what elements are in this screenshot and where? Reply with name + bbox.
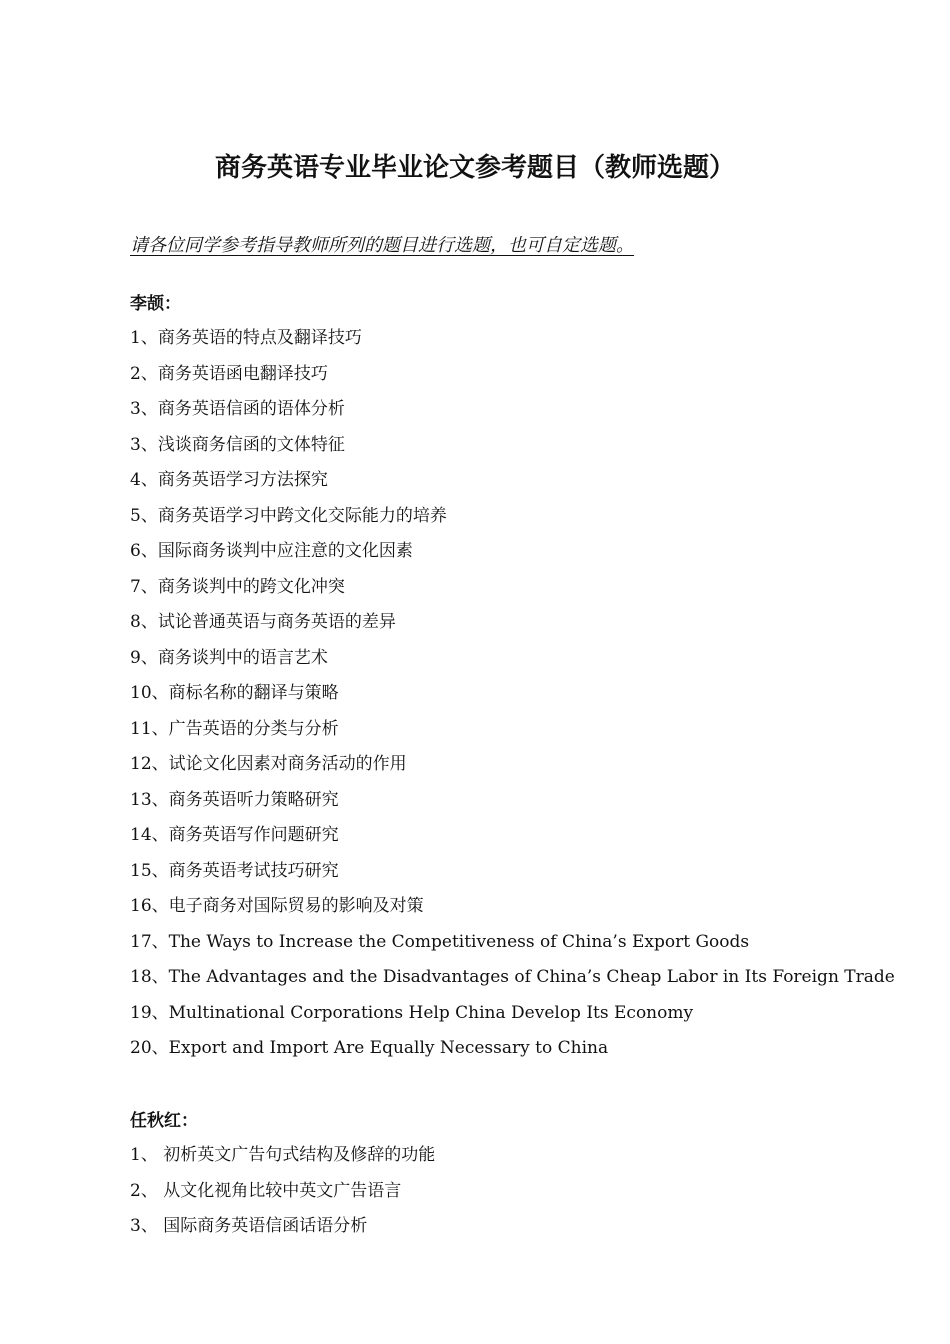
topic-item: 1、商务英语的特点及翻译技巧 xyxy=(130,328,362,348)
topic-item: 2、 从文化视角比较中英文广告语言 xyxy=(130,1180,402,1201)
document-intro: 请各位同学参考指导教师所列的题目进行选题，也可自定选题。 xyxy=(130,235,634,256)
topic-item: 15、商务英语考试技巧研究 xyxy=(130,860,339,881)
topic-item: 4、商务英语学习方法探究 xyxy=(130,470,328,490)
section-teacher-1 xyxy=(130,287,895,1067)
teacher-name: 任秋红： xyxy=(130,1111,198,1131)
topic-item: 20、Export and Import Are Equally Necessary to China xyxy=(130,1038,609,1058)
topic-item: 11、广告英语的分类与分析 xyxy=(130,718,339,739)
topic-item: 8、试论普通英语与商务英语的差异 xyxy=(130,612,396,632)
topic-item: 2、商务英语函电翻译技巧 xyxy=(130,363,328,384)
topic-item: 12、试论文化因素对商务活动的作用 xyxy=(130,754,407,774)
topic-item: 13、商务英语听力策略研究 xyxy=(130,789,339,810)
topic-item: 1、 初析英文广告句式结构及修辞的功能 xyxy=(130,1145,436,1165)
topic-item: 3、浅谈商务信函的文体特征 xyxy=(130,434,345,455)
topic-item: 18、The Advantages and the Disadvantages of China’s Cheap Labor in Its Foreign Trade xyxy=(130,967,895,987)
topic-item: 19、Multinational Corporations Help China Develop Its Economy xyxy=(130,1002,694,1023)
topic-list xyxy=(130,1138,830,1245)
topic-item: 16、电子商务对国际贸易的影响及对策 xyxy=(130,896,424,916)
topic-item: 5、商务英语学习中跨文化交际能力的培养 xyxy=(130,505,447,526)
topic-item: 17、The Ways to Increase the Competitiveness of China’s Export Goods xyxy=(130,931,750,952)
topic-list xyxy=(130,321,895,1067)
document-title: 商务英语专业毕业论文参考题目（教师选题） xyxy=(214,153,735,183)
topic-item: 3、商务英语信函的语体分析 xyxy=(130,399,345,419)
topic-item: 9、商务谈判中的语言艺术 xyxy=(130,647,328,668)
topic-item: 6、国际商务谈判中应注意的文化因素 xyxy=(130,541,413,561)
teacher-name: 李颉： xyxy=(130,294,181,314)
topic-item: 3、 国际商务英语信函话语分析 xyxy=(130,1216,368,1236)
topic-item: 7、商务谈判中的跨文化冲突 xyxy=(130,576,345,597)
topic-item: 14、商务英语写作问题研究 xyxy=(130,825,339,845)
topic-item: 10、商标名称的翻译与策略 xyxy=(130,683,339,703)
section-teacher-2 xyxy=(130,1104,830,1245)
